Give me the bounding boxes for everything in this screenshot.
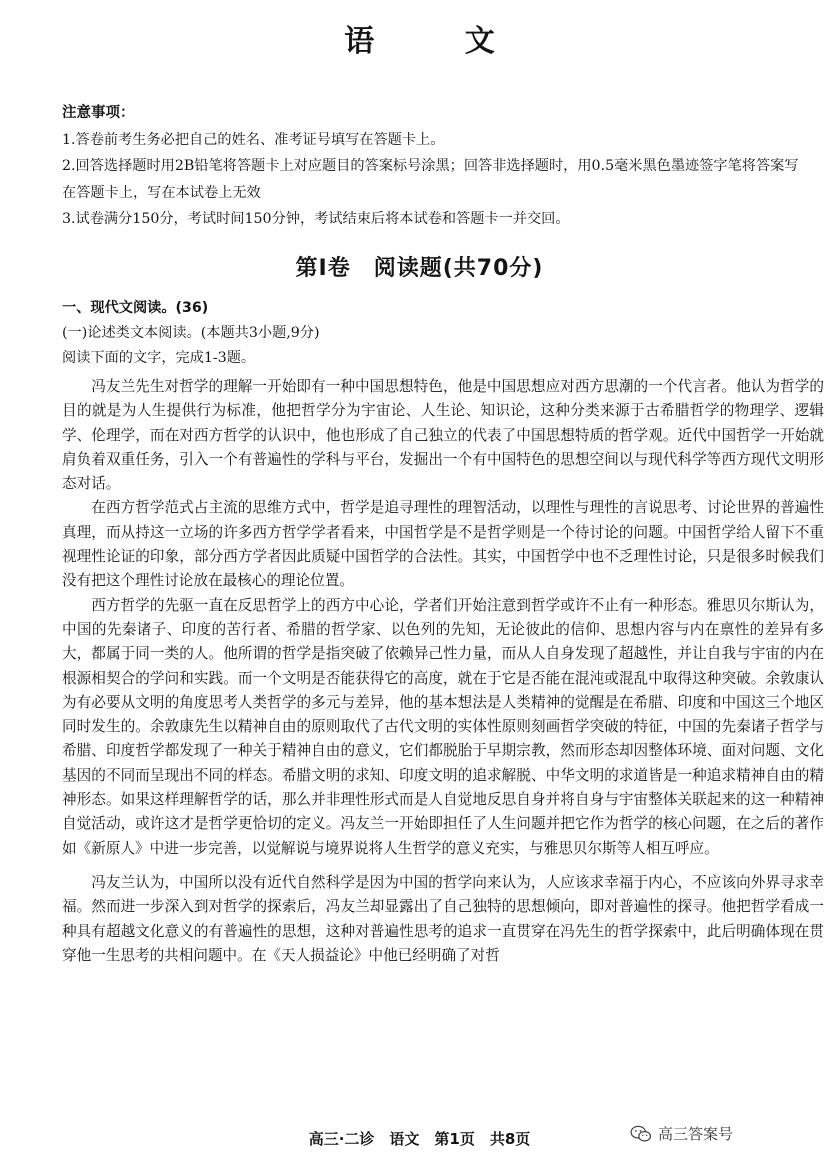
watermark-text: 高三答案号 [658, 1125, 734, 1143]
paragraph: 冯友兰先生对哲学的理解一开始即有一种中国思想特色，他是中国思想应对西方思潮的一个代言者。他认为哲学的目的就是为人生提供行为标准，他把哲学分为宇宙论、人生论、知识论，这种分类来源于古希腊哲学的物理学、逻辑学、伦理学，而在对西方哲学的认识中，他也形成了自己独立的代表了中国思想特质的哲学观。近代中国哲学一开始就肩负着双重任务，引入一个有普遍性的学科与平台，发掘出一个有中国特色的思想空间以与现代科学等西方现代文明形态对话。 [62, 378, 824, 493]
reading-part-heading: 一、现代文阅读。(36) [62, 300, 209, 316]
reading-subheading: (一)论述类文本阅读。(本题共3小题,9分) [62, 325, 320, 341]
paragraph: 西方哲学的先驱一直在反思哲学上的西方中心论，学者们开始注意到哲学或许不止有一种形态。雅思贝尔斯认为，中国的先秦诸子、印度的苦行者、希腊的哲学家、以色列的先知，无论彼此的信仰、思想内容与内在禀性的差异有多大，都属于同一类的人。他所谓的哲学是指突破了依赖异己性力量，而从人自身发现了超越性，并让自我与宇宙的内在根源相契合的学问和实践。而一个文明是否能获得它的高度，就在于它是否能在混沌或混乱中取得这种突破。余敦康认为有必要从文明的角度思考人类哲学的多元与差异，他的基本想法是人类精神的觉醒是在希腊、印度和中国这三个地区同时发生的。余敦康先生以精神自由的原则取代了古代文明的实体性原则刻画哲学突破的特征，中国的先秦诸子哲学与希腊、印度哲学都发现了一种关于精神自由的意义，它们都脱胎于早期宗教，然而形态却因整体环境、面对问题、文化基因的不同而呈现出不同的样态。希腊文明的求知、印度文明的追求解脱、中华文明的求道皆是一种追求精神自由的精神形态。如果这样理解哲学的话，那么并非理性形式而是人自觉地反思自身并将自身与宇宙整体关联起来的这一种精神自觉活动，或许这才是哲学更恰切的定义。冯友兰一开始即担任了人生问题并把它作为哲学的核心问题，在之后的著作如《新原人》中进一步完善，以觉解说与境界说将人生哲学的意义充实，与雅思贝尔斯等人相互呼应。 [62, 596, 824, 857]
notice-item-2: 2.回答选择题时用2B铅笔将答题卡上对应题目的答案标号涂黑；回答非选择题时，用0.5毫米黑色墨迹签字笔将答案写在答题卡上，写在本试卷上无效 [62, 158, 799, 201]
notice-block [62, 100, 802, 233]
exam-title: 语 文 [344, 24, 535, 59]
paragraph: 冯友兰认为，中国所以没有近代自然科学是因为中国的哲学向来认为，人应该求幸福于内心，不应该向外界寻求幸福。然而进一步深入到对哲学的探索后，冯友兰却显露出了自己独特的思想倾向，即对普遍性的探寻。他把哲学看成一种具有超越文化意义的有普遍性的思想，这种对普遍性思考的追求一直贯穿在冯先生的哲学探索中，此后明确体现在贯穿他一生思考的共相问题中。在《天人损益论》中他已经明确了对哲 [62, 873, 824, 964]
reading-instruction: 阅读下面的文字，完成1-3题。 [62, 350, 256, 366]
notice-heading: 注意事项： [62, 105, 135, 121]
watermark [630, 1123, 733, 1144]
page-footer: 高三·二诊 语文 第1页 共8页 [308, 1130, 531, 1148]
reading-header [62, 296, 802, 371]
notice-item-1: 1.答卷前考生务必把自己的姓名、准考证号填写在答题卡上。 [62, 131, 445, 148]
article-body [62, 375, 824, 968]
notice-item-3: 3.试卷满分150分，考试时间150分钟，考试结束后将本试卷和答题卡一并交回。 [62, 211, 570, 227]
wechat-icon [630, 1125, 652, 1143]
paragraph: 在西方哲学范式占主流的思维方式中，哲学是追寻理性的理智活动，以理性与理性的言说思考、讨论世界的普遍性真理，而从持这一立场的许多西方哲学学者看来，中国哲学是不是哲学则是一个待讨论的问题。中国哲学给人留下不重视理性论证的印象，部分西方学者因此质疑中国哲学的合法性。其实，中国哲学中也不乏理性讨论，只是很多时候我们没有把这个理性讨论放在最核心的理论位置。 [62, 499, 824, 590]
section-title: 第Ⅰ卷 阅读题(共70分) [295, 256, 544, 281]
